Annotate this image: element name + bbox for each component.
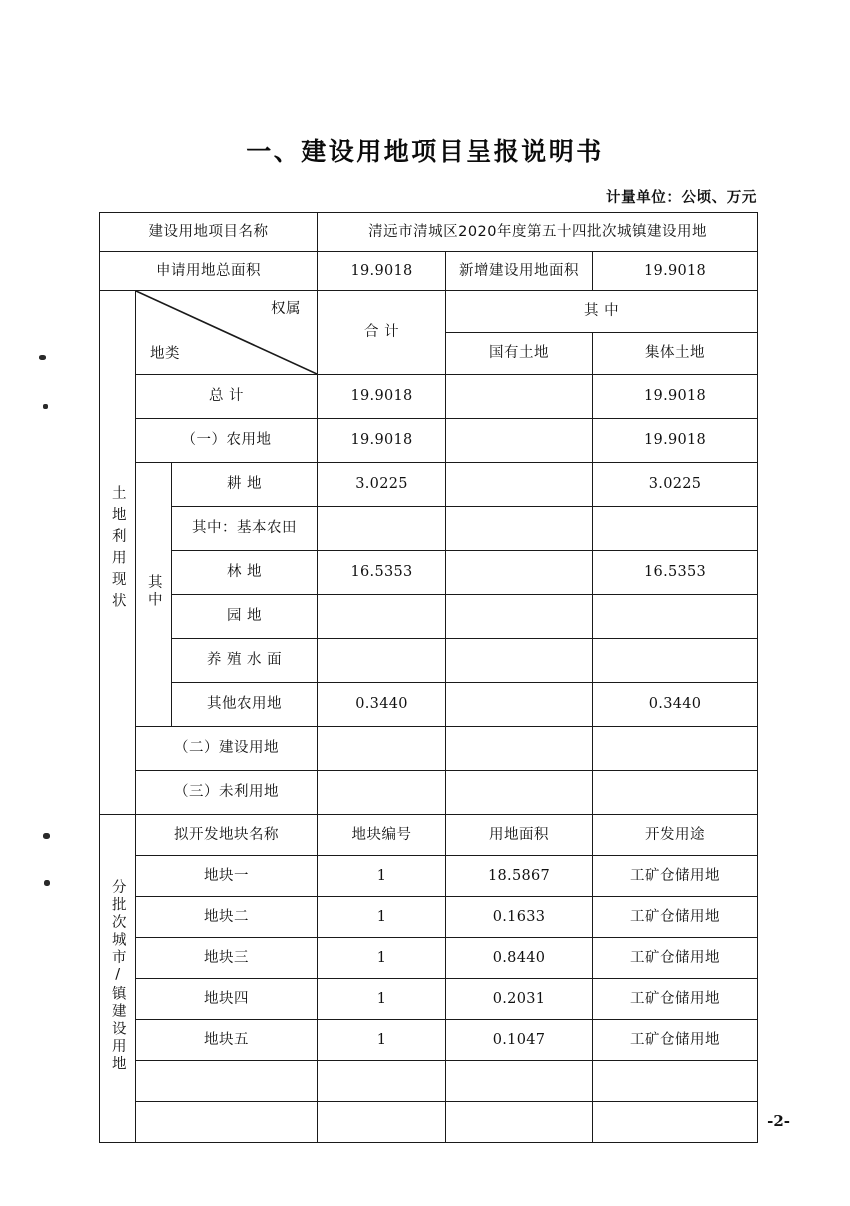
page-number: -2- bbox=[767, 1112, 790, 1130]
table-row-agricultural-land bbox=[100, 419, 758, 463]
table-row-plot-headers bbox=[100, 815, 758, 856]
table-row-plot-empty bbox=[100, 1061, 758, 1102]
plot-name bbox=[136, 1061, 318, 1102]
plot-use: 工矿仓储用地 bbox=[593, 856, 758, 897]
status-section-side-label-cell bbox=[100, 291, 136, 815]
plot-use: 工矿仓储用地 bbox=[593, 1020, 758, 1061]
plot-name: 地块五 bbox=[136, 1020, 318, 1061]
cell-state-owned bbox=[446, 463, 593, 507]
table-row-other-agricultural-land bbox=[100, 683, 758, 727]
plot-code: 1 bbox=[318, 1020, 446, 1061]
cell-total: 3.0225 bbox=[318, 463, 446, 507]
table-row-plot bbox=[100, 979, 758, 1020]
table-row-cultivated-land bbox=[100, 463, 758, 507]
diagonal-header-cell bbox=[136, 291, 318, 375]
plot-name: 地块三 bbox=[136, 938, 318, 979]
plot-code: 1 bbox=[318, 856, 446, 897]
scan-speck bbox=[43, 404, 48, 409]
new-construction-label: 新增建设用地面积 bbox=[446, 252, 593, 291]
land-use-report-table bbox=[99, 212, 757, 1143]
table-row-unused-land bbox=[100, 771, 758, 815]
cell-collective: 3.0225 bbox=[593, 463, 758, 507]
cell-total: 16.5353 bbox=[318, 551, 446, 595]
cell-state-owned bbox=[446, 595, 593, 639]
table-row-total-area bbox=[100, 252, 758, 291]
cell-total bbox=[318, 507, 446, 551]
table-row-aquaculture-water bbox=[100, 639, 758, 683]
cell-collective bbox=[593, 507, 758, 551]
plots-section-side-label-cell bbox=[100, 815, 136, 1143]
ownership-header: 权属 bbox=[271, 301, 302, 317]
column-header-among: 其 中 bbox=[446, 291, 758, 333]
cell-total bbox=[318, 771, 446, 815]
measurement-unit-note: 计量单位：公顷、万元 bbox=[606, 190, 757, 206]
table-row-plot bbox=[100, 856, 758, 897]
scan-speck bbox=[39, 355, 46, 360]
row-label-aquaculture-water: 养 殖 水 面 bbox=[172, 639, 318, 683]
table-row-forest-land bbox=[100, 551, 758, 595]
cell-state-owned bbox=[446, 683, 593, 727]
cell-collective bbox=[593, 727, 758, 771]
plot-name: 地块四 bbox=[136, 979, 318, 1020]
row-label-unused-land: （三）未利用地 bbox=[136, 771, 318, 815]
plot-area: 0.1047 bbox=[446, 1020, 593, 1061]
plot-area: 0.1633 bbox=[446, 897, 593, 938]
plot-code: 1 bbox=[318, 938, 446, 979]
row-label-cultivated-land: 耕 地 bbox=[172, 463, 318, 507]
cell-state-owned bbox=[446, 507, 593, 551]
cell-total bbox=[318, 727, 446, 771]
table-row-grand-total bbox=[100, 375, 758, 419]
cell-total: 0.3440 bbox=[318, 683, 446, 727]
plot-name: 地块二 bbox=[136, 897, 318, 938]
column-header-total: 合 计 bbox=[318, 291, 446, 375]
land-type-header: 地类 bbox=[150, 345, 180, 362]
row-label-basic-farmland: 其中：基本农田 bbox=[172, 507, 318, 551]
row-label-other-agricultural-land: 其他农用地 bbox=[172, 683, 318, 727]
column-header-state-owned: 国有土地 bbox=[446, 333, 593, 375]
total-area-value: 19.9018 bbox=[318, 252, 446, 291]
column-header-collective: 集体土地 bbox=[593, 333, 758, 375]
report-table bbox=[99, 212, 758, 1143]
project-name-label: 建设用地项目名称 bbox=[100, 213, 318, 252]
plot-code-header: 地块编号 bbox=[318, 815, 446, 856]
plot-area: 18.5867 bbox=[446, 856, 593, 897]
cell-collective: 0.3440 bbox=[593, 683, 758, 727]
cell-collective: 16.5353 bbox=[593, 551, 758, 595]
plot-use bbox=[593, 1061, 758, 1102]
plot-code bbox=[318, 1061, 446, 1102]
table-row-column-headers bbox=[100, 291, 758, 333]
row-label-construction-land: （二）建设用地 bbox=[136, 727, 318, 771]
plot-use: 工矿仓储用地 bbox=[593, 897, 758, 938]
cell-state-owned bbox=[446, 771, 593, 815]
plot-use: 工矿仓储用地 bbox=[593, 938, 758, 979]
project-name-value: 清远市清城区2020年度第五十四批次城镇建设用地 bbox=[318, 213, 758, 252]
plot-code: 1 bbox=[318, 979, 446, 1020]
plot-use: 工矿仓储用地 bbox=[593, 979, 758, 1020]
plot-use-header: 开发用途 bbox=[593, 815, 758, 856]
new-construction-value: 19.9018 bbox=[593, 252, 758, 291]
cell-collective bbox=[593, 771, 758, 815]
among-label: 其中 bbox=[145, 574, 162, 610]
table-row-construction-land bbox=[100, 727, 758, 771]
scan-speck bbox=[44, 880, 50, 886]
cell-collective: 19.9018 bbox=[593, 419, 758, 463]
row-label-garden-land: 园 地 bbox=[172, 595, 318, 639]
cell-total: 19.9018 bbox=[318, 419, 446, 463]
table-row-project-name bbox=[100, 213, 758, 252]
cell-total bbox=[318, 639, 446, 683]
cell-total bbox=[318, 595, 446, 639]
plot-name: 地块一 bbox=[136, 856, 318, 897]
among-label-cell bbox=[136, 463, 172, 727]
table-row-basic-farmland bbox=[100, 507, 758, 551]
cell-collective bbox=[593, 639, 758, 683]
plots-section-side-label: 分批次城市/镇建设用地 bbox=[109, 878, 126, 1073]
plot-area-header: 用地面积 bbox=[446, 815, 593, 856]
table-row-plot bbox=[100, 938, 758, 979]
table-row-garden-land bbox=[100, 595, 758, 639]
table-row-plot bbox=[100, 1020, 758, 1061]
plot-area bbox=[446, 1061, 593, 1102]
cell-collective bbox=[593, 595, 758, 639]
row-label-agricultural-land: （一）农用地 bbox=[136, 419, 318, 463]
table-row-plot bbox=[100, 897, 758, 938]
page-title: 一、建设用地项目呈报说明书 bbox=[246, 137, 604, 166]
status-section-side-label: 土地利用现状 bbox=[109, 485, 126, 615]
total-area-label: 申请用地总面积 bbox=[100, 252, 318, 291]
cell-state-owned bbox=[446, 419, 593, 463]
plot-area: 0.8440 bbox=[446, 938, 593, 979]
plot-name-header: 拟开发地块名称 bbox=[136, 815, 318, 856]
cell-state-owned bbox=[446, 727, 593, 771]
scan-speck bbox=[43, 833, 50, 839]
cell-state-owned bbox=[446, 375, 593, 419]
row-label-forest-land: 林 地 bbox=[172, 551, 318, 595]
cell-total: 19.9018 bbox=[318, 375, 446, 419]
cell-state-owned bbox=[446, 639, 593, 683]
plot-area: 0.2031 bbox=[446, 979, 593, 1020]
cell-state-owned bbox=[446, 551, 593, 595]
row-label-grand-total: 总 计 bbox=[136, 375, 318, 419]
cell-collective: 19.9018 bbox=[593, 375, 758, 419]
plot-code: 1 bbox=[318, 897, 446, 938]
